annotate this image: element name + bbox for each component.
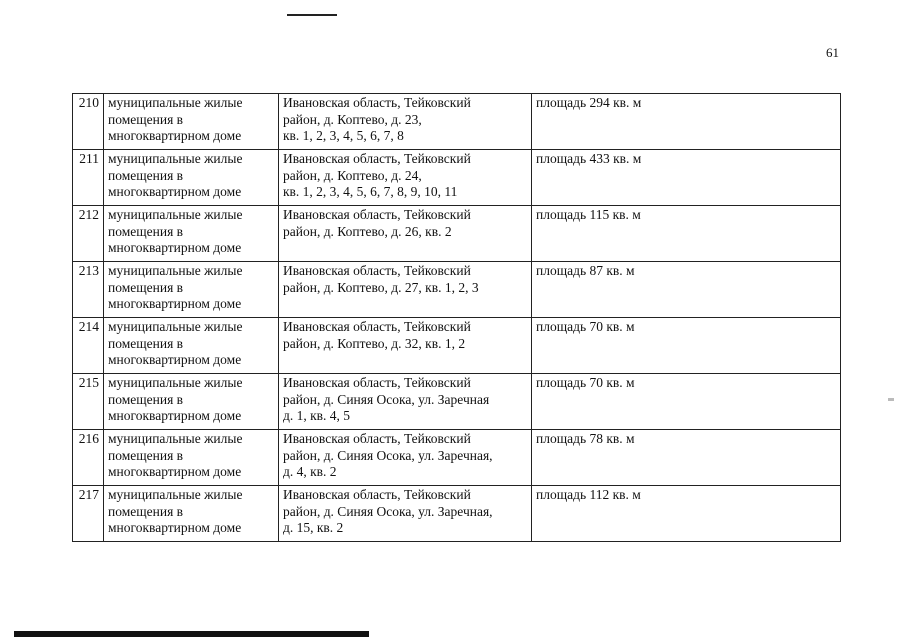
address-cell	[279, 206, 532, 262]
address-line: район, д. Коптево, д. 27, кв. 1, 2, 3	[283, 279, 479, 295]
page-number: 61	[826, 45, 839, 60]
property-registry-table	[72, 93, 841, 542]
property-type-line: помещения в	[108, 335, 184, 351]
area-cell: площадь 70 кв. м	[532, 374, 841, 430]
address-line: Ивановская область, Тейковский	[283, 487, 471, 502]
table-row	[73, 206, 841, 262]
property-type-line: многоквартирном доме	[108, 408, 242, 423]
row-number: 213	[73, 262, 104, 318]
address-line: Ивановская область, Тейковский	[283, 375, 471, 390]
scan-mark	[888, 398, 894, 401]
address-line: Ивановская область, Тейковский	[283, 95, 471, 110]
address-cell	[279, 430, 532, 486]
property-type-line: муниципальные жилые	[108, 95, 243, 110]
property-type-cell	[104, 486, 279, 542]
property-type-line: муниципальные жилые	[108, 319, 243, 334]
row-number: 214	[73, 318, 104, 374]
property-type-line: многоквартирном доме	[108, 128, 242, 143]
property-type-line: муниципальные жилые	[108, 375, 243, 390]
bottom-scan-bar	[14, 631, 369, 637]
property-type-cell	[104, 262, 279, 318]
property-type-cell	[104, 430, 279, 486]
property-type-line: муниципальные жилые	[108, 263, 243, 278]
address-line: д. 4, кв. 2	[283, 464, 337, 479]
address-line: д. 15, кв. 2	[283, 520, 344, 535]
property-type-line: многоквартирном доме	[108, 184, 242, 199]
property-type-line: помещения в	[108, 111, 184, 127]
address-cell	[279, 94, 532, 150]
row-number: 217	[73, 486, 104, 542]
table-body	[73, 94, 841, 542]
area-cell: площадь 294 кв. м	[532, 94, 841, 150]
address-line: д. 1, кв. 4, 5	[283, 408, 351, 423]
property-type-cell	[104, 374, 279, 430]
table-row	[73, 374, 841, 430]
row-number: 211	[73, 150, 104, 206]
address-line: Ивановская область, Тейковский	[283, 263, 471, 278]
row-number: 210	[73, 94, 104, 150]
table-row	[73, 94, 841, 150]
property-type-line: помещения в	[108, 167, 184, 183]
property-type-cell	[104, 206, 279, 262]
area-cell: площадь 78 кв. м	[532, 430, 841, 486]
address-line: район, д. Коптево, д. 24,	[283, 167, 422, 183]
address-line: Ивановская область, Тейковский	[283, 319, 471, 334]
table-row	[73, 150, 841, 206]
address-line: район, д. Синяя Осока, ул. Заречная,	[283, 447, 493, 463]
property-type-line: муниципальные жилые	[108, 431, 243, 446]
address-cell	[279, 262, 532, 318]
address-line: район, д. Коптево, д. 23,	[283, 111, 422, 127]
address-line: район, д. Коптево, д. 26, кв. 2	[283, 223, 452, 239]
property-type-line: многоквартирном доме	[108, 240, 242, 255]
property-type-line: муниципальные жилые	[108, 207, 243, 222]
address-cell	[279, 374, 532, 430]
address-line: Ивановская область, Тейковский	[283, 207, 471, 222]
property-type-cell	[104, 318, 279, 374]
top-rule	[287, 14, 337, 16]
property-type-line: многоквартирном доме	[108, 352, 242, 367]
property-type-line: многоквартирном доме	[108, 520, 242, 535]
property-type-line: помещения в	[108, 223, 184, 239]
area-cell: площадь 112 кв. м	[532, 486, 841, 542]
row-number: 215	[73, 374, 104, 430]
area-cell: площадь 115 кв. м	[532, 206, 841, 262]
address-line: район, д. Синяя Осока, ул. Заречная	[283, 391, 490, 407]
address-cell	[279, 486, 532, 542]
address-line: район, д. Синяя Осока, ул. Заречная,	[283, 503, 493, 519]
area-cell: площадь 70 кв. м	[532, 318, 841, 374]
address-cell	[279, 150, 532, 206]
row-number: 216	[73, 430, 104, 486]
area-cell: площадь 87 кв. м	[532, 262, 841, 318]
address-line: Ивановская область, Тейковский	[283, 151, 471, 166]
table-row	[73, 262, 841, 318]
address-line: кв. 1, 2, 3, 4, 5, 6, 7, 8	[283, 128, 404, 143]
table-row	[73, 430, 841, 486]
property-type-cell	[104, 150, 279, 206]
table-row	[73, 486, 841, 542]
property-type-cell	[104, 94, 279, 150]
address-line: район, д. Коптево, д. 32, кв. 1, 2	[283, 335, 466, 351]
property-type-line: муниципальные жилые	[108, 487, 243, 502]
row-number: 212	[73, 206, 104, 262]
address-line: Ивановская область, Тейковский	[283, 431, 471, 446]
property-type-line: помещения в	[108, 447, 184, 463]
table-row	[73, 318, 841, 374]
property-type-line: помещения в	[108, 503, 184, 519]
address-line: кв. 1, 2, 3, 4, 5, 6, 7, 8, 9, 10, 11	[283, 184, 458, 199]
address-cell	[279, 318, 532, 374]
property-type-line: многоквартирном доме	[108, 296, 242, 311]
area-cell: площадь 433 кв. м	[532, 150, 841, 206]
property-type-line: многоквартирном доме	[108, 464, 242, 479]
property-type-line: помещения в	[108, 279, 184, 295]
property-type-line: муниципальные жилые	[108, 151, 243, 166]
property-type-line: помещения в	[108, 391, 184, 407]
